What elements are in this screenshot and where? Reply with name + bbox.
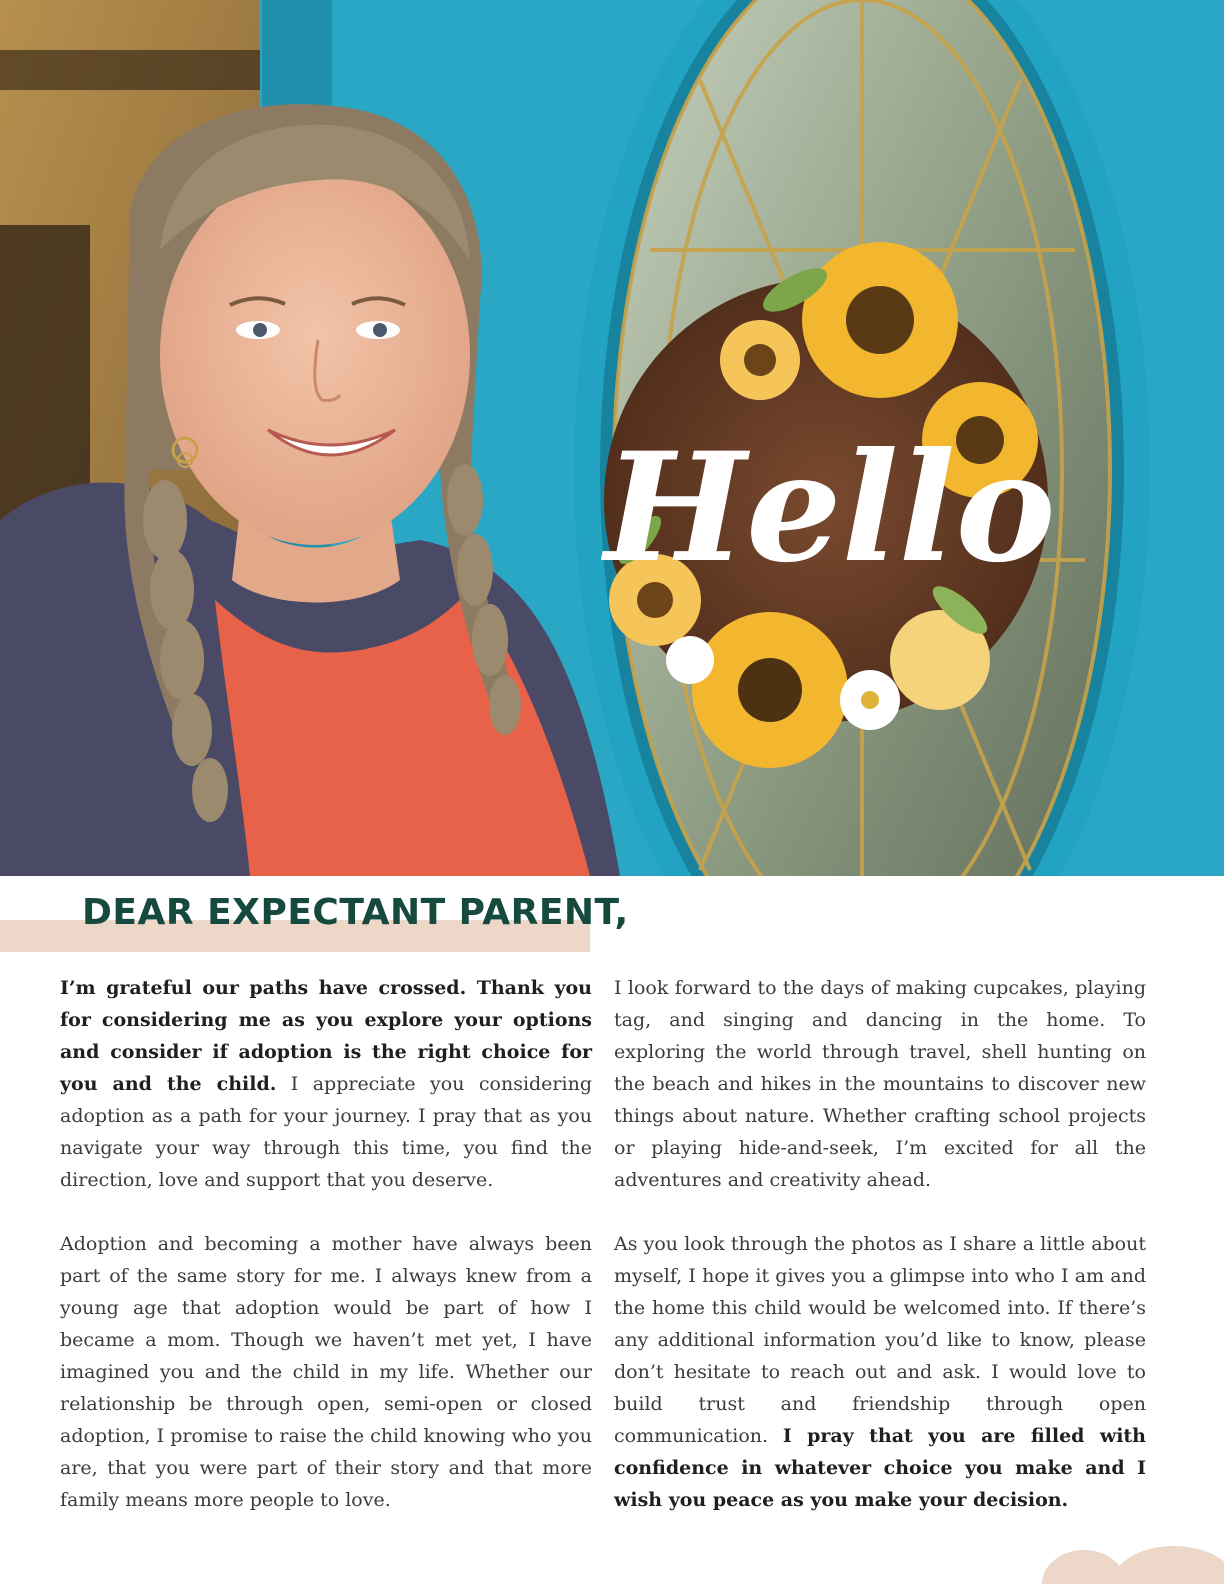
letter-paragraph [614,972,1146,1196]
letter-bold-text: I’m grateful our paths have crossed. Thank you for considering me as you explore your options and consider if adoption is the right choice for you and the child. [60,977,592,1095]
hello-sign-text: Hello [604,420,1056,596]
letter-left-column [60,972,592,1548]
letter-text: Adoption and becoming a mother have always been part of the same story for me. I always knew from a young age that adoption would be part of how I became a mom. Though we haven’t met yet, I have imagined you and the child in my life. Whether our relationship be through open, semi-open or closed adoption, I promise to raise the child knowing who you are, that you were part of their story and that more family means more people to love. [60,1233,592,1511]
letter-text: I appreciate you considering adoption as a path for your journey. I pray that as you navigate your way through this time, you find the direction, love and support that you deserve. [60,1073,592,1191]
letter-right-column [614,972,1146,1548]
letter-text: As you look through the photos as I share a little about myself, I hope it gives you a glimpse into who I am and the home this child would be welcomed into. If there’s any additional information you’d like to know, please don’t hesitate to reach out and ask. I would love to build trust and friendship through open communication. [614,1233,1146,1447]
letter-paragraph [60,1228,592,1516]
letter-paragraph [60,972,592,1196]
page-title: DEAR EXPECTANT PARENT, [82,892,629,933]
letter-bold-text: I pray that you are filled with confidence in whatever choice you make and I wish you peace as you make your decision. [614,1425,1146,1511]
decorative-corner-shape [1024,1540,1224,1584]
letter-paragraph [614,1228,1146,1516]
letter-text: I look forward to the days of making cupcakes, playing tag, and singing and dancing in the home. To exploring the world through travel, shell hunting on the beach and hikes in the mountains to discover new things about nature. Whether crafting school projects or playing hide-and-seek, I’m excited for all the adventures and creativity ahead. [614,977,1146,1191]
